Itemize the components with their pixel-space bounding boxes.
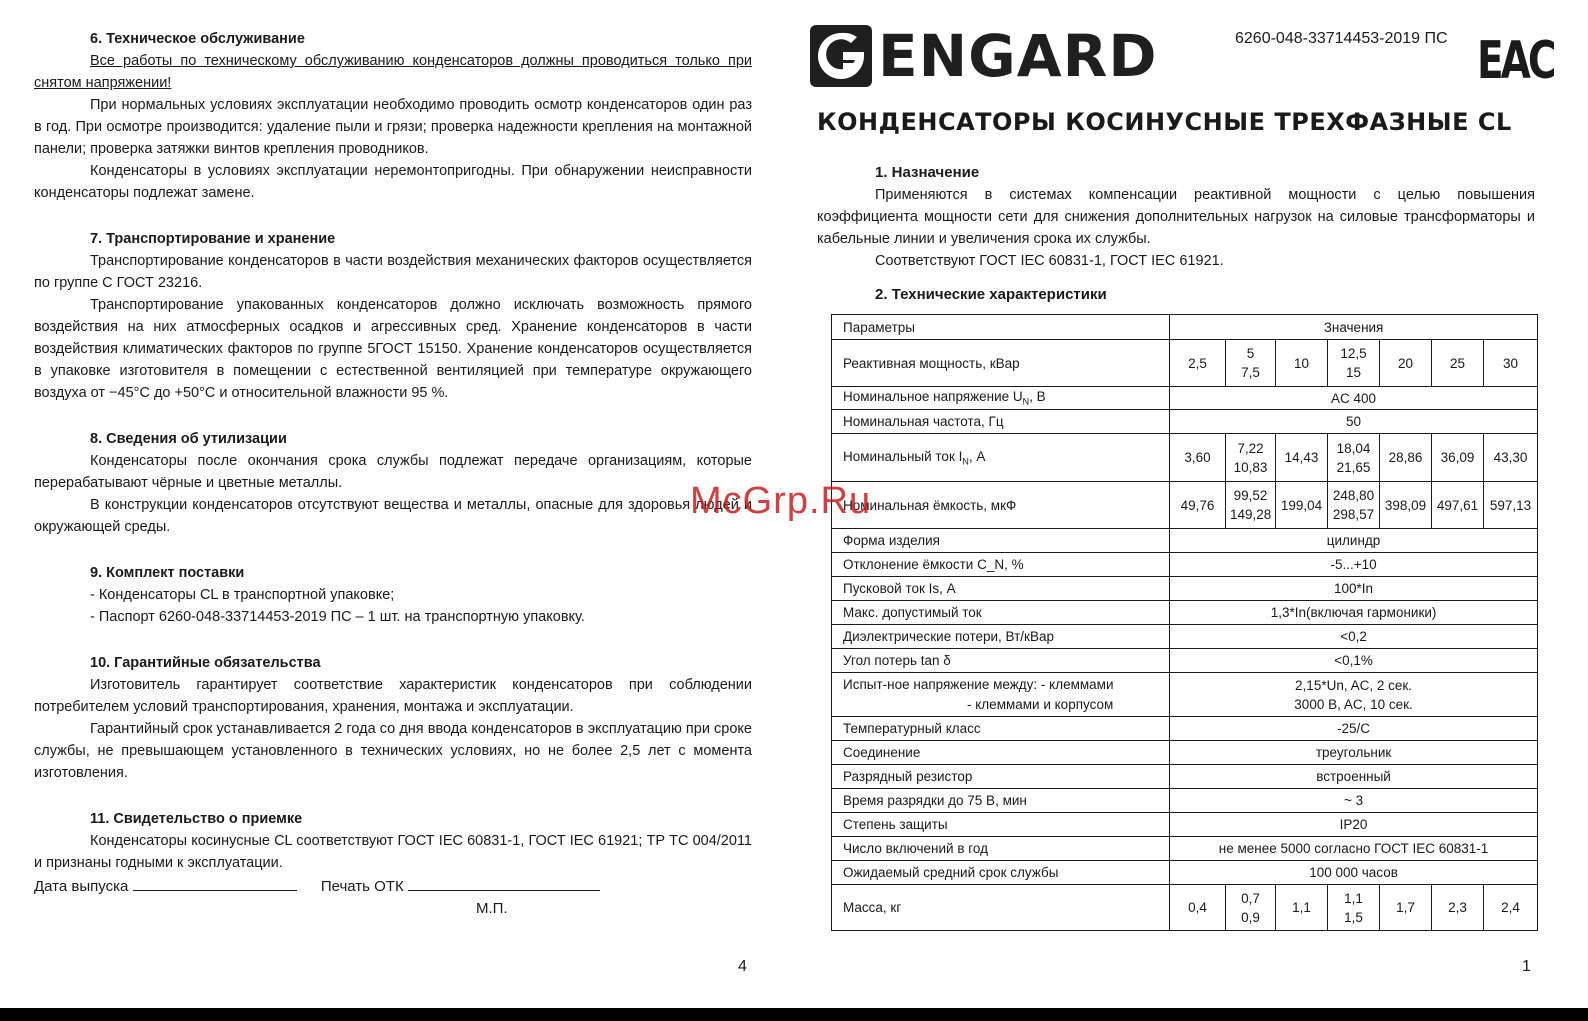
cell-value: 149,28 — [1230, 507, 1272, 522]
param-cell: Степень защиты — [832, 813, 1170, 837]
section-maintenance — [34, 28, 752, 204]
value-cell: встроенный — [1170, 765, 1538, 789]
cell-value: 10 — [1293, 355, 1310, 371]
value-cell: <0,2 — [1170, 625, 1538, 649]
cell-value: 3,60 — [1184, 450, 1211, 465]
mp-label: М.П. — [476, 900, 508, 917]
engard-logo-icon — [810, 25, 872, 87]
cell-value: 2,4 — [1501, 900, 1520, 915]
cell-value: 398,09 — [1384, 497, 1427, 513]
value-cell — [1328, 340, 1380, 387]
value-cell — [1484, 885, 1538, 931]
header-values-cell: Значения — [1170, 315, 1538, 340]
cell-value: 15 — [1345, 365, 1362, 380]
value-cell — [1484, 340, 1538, 387]
cell-value: 7,22 — [1237, 440, 1264, 456]
param-cell — [832, 387, 1170, 410]
value-cell — [1484, 482, 1538, 529]
param-cell: Пусковой ток Is, А — [832, 577, 1170, 601]
cell-value: 0,7 — [1241, 890, 1260, 906]
paragraph: Конденсаторы косинусные CL соответствуют ГОСТ IEC 60831-1, ГОСТ IEC 61921; ТР ТС 004/2011 и признаны годными к эксплуатации. — [34, 833, 752, 871]
section-disposal — [34, 428, 752, 538]
eac-mark: EAC — [1477, 31, 1554, 91]
table-row — [832, 482, 1538, 529]
section-acceptance — [34, 808, 752, 874]
value-cell — [1380, 482, 1432, 529]
cell-value: 36,09 — [1440, 450, 1475, 465]
value-cell — [1432, 434, 1484, 482]
left-page — [34, 28, 752, 898]
value-cell — [1226, 885, 1276, 931]
value-cell — [1276, 340, 1328, 387]
param-cell: Угол потерь tan δ — [832, 649, 1170, 673]
table-row — [832, 553, 1538, 577]
table-row — [832, 434, 1538, 482]
cell-value: 25 — [1449, 355, 1466, 371]
paragraph: При нормальных условиях эксплуатации необходимо проводить осмотр конденсаторов один раз в год. При осмотре производится: удаление пыли и грязи; проверка надежности крепления на монтажной панели; проверка затяжки винтов крепления проводников. — [34, 97, 752, 157]
param-cell: Соединение — [832, 741, 1170, 765]
section-heading: 7. Транспортирование и хранение — [90, 231, 336, 247]
value-cell — [1380, 434, 1432, 482]
value-cell: 100*In — [1170, 577, 1538, 601]
cell-value: 30 — [1503, 355, 1519, 371]
value-cell — [1432, 482, 1484, 529]
voltage-label-tail: , В — [1029, 389, 1046, 405]
cell-value: 2,3 — [1448, 900, 1467, 915]
param-cell: Время разрядки до 75 В, мин — [832, 789, 1170, 813]
cell-value: 21,65 — [1336, 459, 1371, 475]
table-row — [832, 837, 1538, 861]
section-heading: 6. Техническое обслуживание — [90, 31, 305, 47]
value-cell: -25/C — [1170, 717, 1538, 741]
param-cell: Реактивная мощность, кВар — [832, 340, 1170, 387]
value-cell — [1432, 340, 1484, 387]
section-delivery-set — [34, 562, 752, 628]
value-cell — [1170, 434, 1226, 482]
test-voltage-value-1: 2,15*Un, AC, 2 сек. — [1295, 677, 1413, 693]
section-warranty — [34, 652, 752, 784]
bottom-bar — [0, 1008, 1588, 1021]
value-cell — [1328, 885, 1380, 931]
param-cell: Отклонение ёмкости C_N, % — [832, 553, 1170, 577]
standards-paragraph: Соответствуют ГОСТ IEC 60831-1, ГОСТ IEC 61921. — [875, 253, 1224, 269]
table-row — [832, 387, 1538, 410]
voltage-label: Номинальное напряжение U — [843, 389, 1023, 405]
specs-table — [831, 314, 1538, 931]
brand-name: ENGARD — [878, 22, 1158, 90]
paragraph: Конденсаторы в условиях эксплуатации неремонтопригодны. При обнаружении неисправности конденсаторы подлежат замене. — [34, 163, 752, 201]
simple-rows-group — [832, 717, 1538, 885]
value-cell: 1,3*In(включая гармоники) — [1170, 601, 1538, 625]
paragraph: Гарантийный срок устанавливается 2 года со дня ввода конденсаторов в эксплуатацию при сроке службы, не превышающем установленного в технических условиях, но не более 2,5 лет с момента изготовления. — [34, 721, 752, 781]
value-cell — [1328, 434, 1380, 482]
table-row — [832, 789, 1538, 813]
cell-value: 20 — [1397, 355, 1414, 371]
section-heading: 1. Назначение — [875, 164, 980, 181]
value-cell — [1170, 482, 1226, 529]
cell-value: 18,04 — [1336, 440, 1371, 456]
param-cell: Температурный класс — [832, 717, 1170, 741]
product-title: КОНДЕНСАТОРЫ КОСИНУСНЫЕ ТРЕХФАЗНЫЕ CL — [817, 108, 1512, 136]
value-cell: не менее 5000 согласно ГОСТ IEC 60831-1 — [1170, 837, 1538, 861]
value-cell — [1226, 340, 1276, 387]
table-row — [832, 813, 1538, 837]
table-row — [832, 529, 1538, 553]
watermark: McGrp.Ru — [690, 480, 872, 522]
cell-value: 5 — [1246, 346, 1255, 361]
test-voltage-label-1: Испыт-ное напряжение между: - клеммами — [843, 676, 1114, 692]
table-row — [832, 315, 1538, 340]
cell-value: 298,57 — [1332, 507, 1375, 522]
paragraph: В конструкции конденсаторов отсутствуют вещества и металлы, опасные для здоровья людей и окружающей среды. — [34, 497, 752, 535]
value-cell: треугольник — [1170, 741, 1538, 765]
signature-row — [34, 876, 600, 895]
param-cell: Масса, кг — [832, 885, 1170, 931]
value-cell — [1484, 434, 1538, 482]
cell-value: 248,80 — [1332, 488, 1375, 503]
value-cell — [1328, 482, 1380, 529]
param-cell: Ожидаемый средний срок службы — [832, 861, 1170, 885]
cell-value: 0,4 — [1188, 900, 1207, 915]
section-heading: 10. Гарантийные обязательства — [90, 655, 321, 671]
value-cell — [1226, 482, 1276, 529]
cell-value: 28,86 — [1388, 450, 1423, 465]
otk-stamp-label: Печать ОТК — [320, 878, 404, 895]
param-cell: Номинальная ёмкость, мкФ — [832, 482, 1170, 529]
value-cell — [1276, 885, 1328, 931]
value-cell — [1380, 340, 1432, 387]
value-cell — [1432, 885, 1484, 931]
value-cell: <0,1% — [1170, 649, 1538, 673]
section-heading: 9. Комплект поставки — [90, 565, 245, 581]
test-voltage-label-2: - клеммами и корпусом — [967, 696, 1114, 712]
table-row — [832, 717, 1538, 741]
page-number-left: 4 — [738, 958, 747, 975]
table-row — [832, 649, 1538, 673]
value-cell — [1276, 434, 1328, 482]
section-heading: 8. Сведения об утилизации — [90, 431, 287, 447]
table-row — [832, 625, 1538, 649]
value-cell — [1276, 482, 1328, 529]
cell-value: 1,5 — [1344, 909, 1363, 925]
otk-stamp-line[interactable] — [408, 876, 600, 891]
list-item: - Конденсаторы CL в транспортной упаковке; — [90, 587, 395, 603]
current-label-sub: N — [962, 456, 969, 467]
paragraph: Изготовитель гарантирует соответствие характеристик конденсаторов при соблюдении потребителем условий транспортирования, хранения, монтажа и эксплуатации. — [34, 677, 752, 715]
param-cell: Разрядный резистор — [832, 765, 1170, 789]
cell-value: 12,5 — [1340, 346, 1367, 361]
cell-value: 199,04 — [1280, 497, 1323, 513]
paragraph: Конденсаторы после окончания срока службы подлежат передаче организациям, которые перерабатывают чёрные и цветные металлы. — [34, 453, 752, 491]
param-cell — [832, 673, 1170, 717]
purpose-section — [817, 162, 1535, 272]
brand-logo — [810, 24, 1157, 88]
header-param-cell: Параметры — [832, 315, 1170, 340]
value-cell — [1226, 434, 1276, 482]
value-cell — [1170, 340, 1226, 387]
value-cell: IP20 — [1170, 813, 1538, 837]
cell-value: 2,5 — [1188, 355, 1207, 371]
table-row — [832, 741, 1538, 765]
paragraph: Транспортирование конденсаторов в части воздействия механических факторов осуществляется по группе С ГОСТ 23216. — [34, 253, 752, 291]
section-transport — [34, 228, 752, 404]
list-item: - Паспорт 6260-048-33714453-2019 ПС – 1 шт. на транспортную упаковку. — [90, 609, 585, 625]
value-cell — [1170, 673, 1538, 717]
voltage-label-sub: N — [1022, 396, 1030, 407]
cell-value: 497,61 — [1436, 497, 1479, 513]
value-cell: 50 — [1170, 410, 1538, 434]
document-number: 6260-048-33714453-2019 ПС — [1235, 30, 1448, 47]
cell-value: 1,7 — [1396, 900, 1415, 915]
param-cell: Диэлектрические потери, Вт/кВар — [832, 625, 1170, 649]
current-label: Номинальный ток I — [843, 448, 963, 464]
cell-value: 14,43 — [1284, 450, 1319, 465]
table-row — [832, 885, 1538, 931]
table-row — [832, 340, 1538, 387]
param-cell: Число включений в год — [832, 837, 1170, 861]
page-number-right: 1 — [1522, 958, 1531, 975]
table-row — [832, 673, 1538, 717]
simple-rows-group — [832, 529, 1538, 673]
cell-value: 0,9 — [1241, 909, 1260, 925]
cell-value: 49,76 — [1180, 497, 1215, 513]
cell-value: 10,83 — [1233, 459, 1268, 475]
param-cell: Номинальная частота, Гц — [832, 410, 1170, 434]
table-row — [832, 765, 1538, 789]
value-cell: AC 400 — [1170, 387, 1538, 410]
specs-heading: 2. Технические характеристики — [875, 286, 1107, 303]
param-cell: Макс. допустимый ток — [832, 601, 1170, 625]
cell-value: 1,1 — [1344, 890, 1363, 906]
value-cell — [1170, 885, 1226, 931]
param-cell — [832, 434, 1170, 482]
table-row — [832, 410, 1538, 434]
test-voltage-value-2: 3000 B, AC, 10 сек. — [1294, 696, 1413, 712]
warning-paragraph: Все работы по техническому обслуживанию конденсаторов должны проводиться только при снятом напряжении! — [34, 53, 752, 91]
section-heading: 11. Свидетельство о приемке — [90, 811, 303, 827]
value-cell — [1380, 885, 1432, 931]
cell-value: 99,52 — [1233, 488, 1268, 503]
cell-value: 43,30 — [1493, 450, 1528, 465]
paragraph: Транспортирование упакованных конденсаторов должно исключать возможность прямого воздействия на них атмосферных осадков и агрессивных сред. Хранение конденсаторов в части воздействия климатических факторов по группе 5ГОСТ 15150. Хранение конденсаторов осуществляется в упаковке изготовителя в помещении с естественной вентиляцией при температуре окружающего воздуха от −45°С до +50°С и относительной влажности 95 %. — [34, 297, 752, 401]
current-label-tail: , А — [968, 448, 986, 464]
param-cell: Форма изделия — [832, 529, 1170, 553]
value-cell: 100 000 часов — [1170, 861, 1538, 885]
cell-value: 7,5 — [1241, 365, 1260, 380]
value-cell: цилиндр — [1170, 529, 1538, 553]
purpose-paragraph: Применяются в системах компенсации реактивной мощности с целью повышения коэффициента мощности сети для снижения дополнительных нагрузок на силовые трансформаторы и кабельные линии и увеличения срока их службы. — [817, 187, 1535, 247]
cell-value: 1,1 — [1292, 900, 1311, 915]
cell-value: 597,13 — [1489, 497, 1532, 513]
table-row — [832, 861, 1538, 885]
table-row — [832, 601, 1538, 625]
value-cell: -5...+10 — [1170, 553, 1538, 577]
table-row — [832, 577, 1538, 601]
value-cell: ~ 3 — [1170, 789, 1538, 813]
release-date-label: Дата выпуска — [34, 878, 129, 895]
release-date-line[interactable] — [133, 876, 297, 891]
